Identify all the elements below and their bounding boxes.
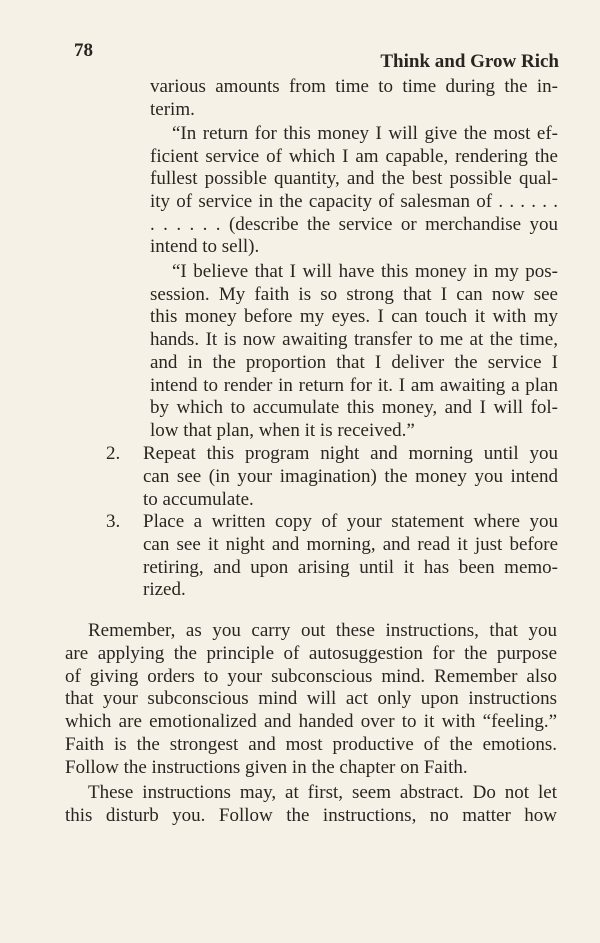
text-line: fullest possible quantity, and the best possible qual- xyxy=(150,168,558,189)
text-line: session. My faith is so strong that I can now see xyxy=(150,283,558,305)
running-title: Think and Grow Rich xyxy=(380,51,559,72)
list-item-line: retiring, and upon arising until it has been memo- xyxy=(143,556,558,578)
text-line: “In return for this money I will give the most ef- xyxy=(172,123,558,144)
text-line: . . . . . . (describe the service or merchandise you xyxy=(150,213,558,235)
paragraph-line: of giving orders to your subconscious mind. Remember also xyxy=(65,665,557,687)
list-item-line: Place a written copy of your statement where you xyxy=(143,511,558,532)
text-line: by which to accumulate this money, and I will fol- xyxy=(150,397,558,418)
text-line: this money before my eyes. I can touch it with my xyxy=(150,306,558,327)
text-line: hands. It is now awaiting transfer to me at the time, xyxy=(150,329,558,350)
paragraph-line: These instructions may, at first, seem abstract. Do not let xyxy=(88,782,557,803)
list-item-line: can see (in your imagination) the money you intend xyxy=(143,465,558,487)
list-number: 3. xyxy=(106,511,121,532)
text-line: “I believe that I will have this money in my pos- xyxy=(172,261,558,282)
list-item-line: Repeat this program night and morning until you xyxy=(143,443,558,464)
paragraph-line: this disturb you. Follow the instructions, no matter how xyxy=(65,804,557,826)
text-line: intend to render in return for it. I am awaiting a plan xyxy=(150,374,558,396)
paragraph-line: Follow the instructions given in the chapter on Faith. xyxy=(65,756,468,778)
paragraph-line: which are emotionalized and handed over to it with “feeling.” xyxy=(65,711,557,733)
list-item-line: to accumulate. xyxy=(143,488,254,510)
page-number: 78 xyxy=(74,40,93,61)
paragraph-line: Faith is the strongest and most productive of the emotions. xyxy=(65,734,557,755)
text-line: ficient service of which I am capable, rendering the xyxy=(150,145,558,167)
text-line: low that plan, when it is received.” xyxy=(150,420,415,441)
text-line: intend to sell). xyxy=(150,236,260,257)
text-line: terim. xyxy=(150,98,195,120)
paragraph-line: Remember, as you carry out these instructions, that you xyxy=(88,620,557,641)
text-line: ity of service in the capacity of salesman of . . . . . . xyxy=(150,191,558,212)
list-item-line: rized. xyxy=(143,579,186,601)
text-line: and in the proportion that I deliver the service I xyxy=(150,352,558,373)
list-number: 2. xyxy=(106,443,121,464)
text-line: various amounts from time to time during the in- xyxy=(150,76,558,97)
paragraph-line: are applying the principle of autosuggestion for the purpose xyxy=(65,642,557,664)
paragraph-line: that your subconscious mind will act only upon instructions xyxy=(65,688,557,710)
list-item-line: can see it night and morning, and read it just before xyxy=(143,533,558,555)
